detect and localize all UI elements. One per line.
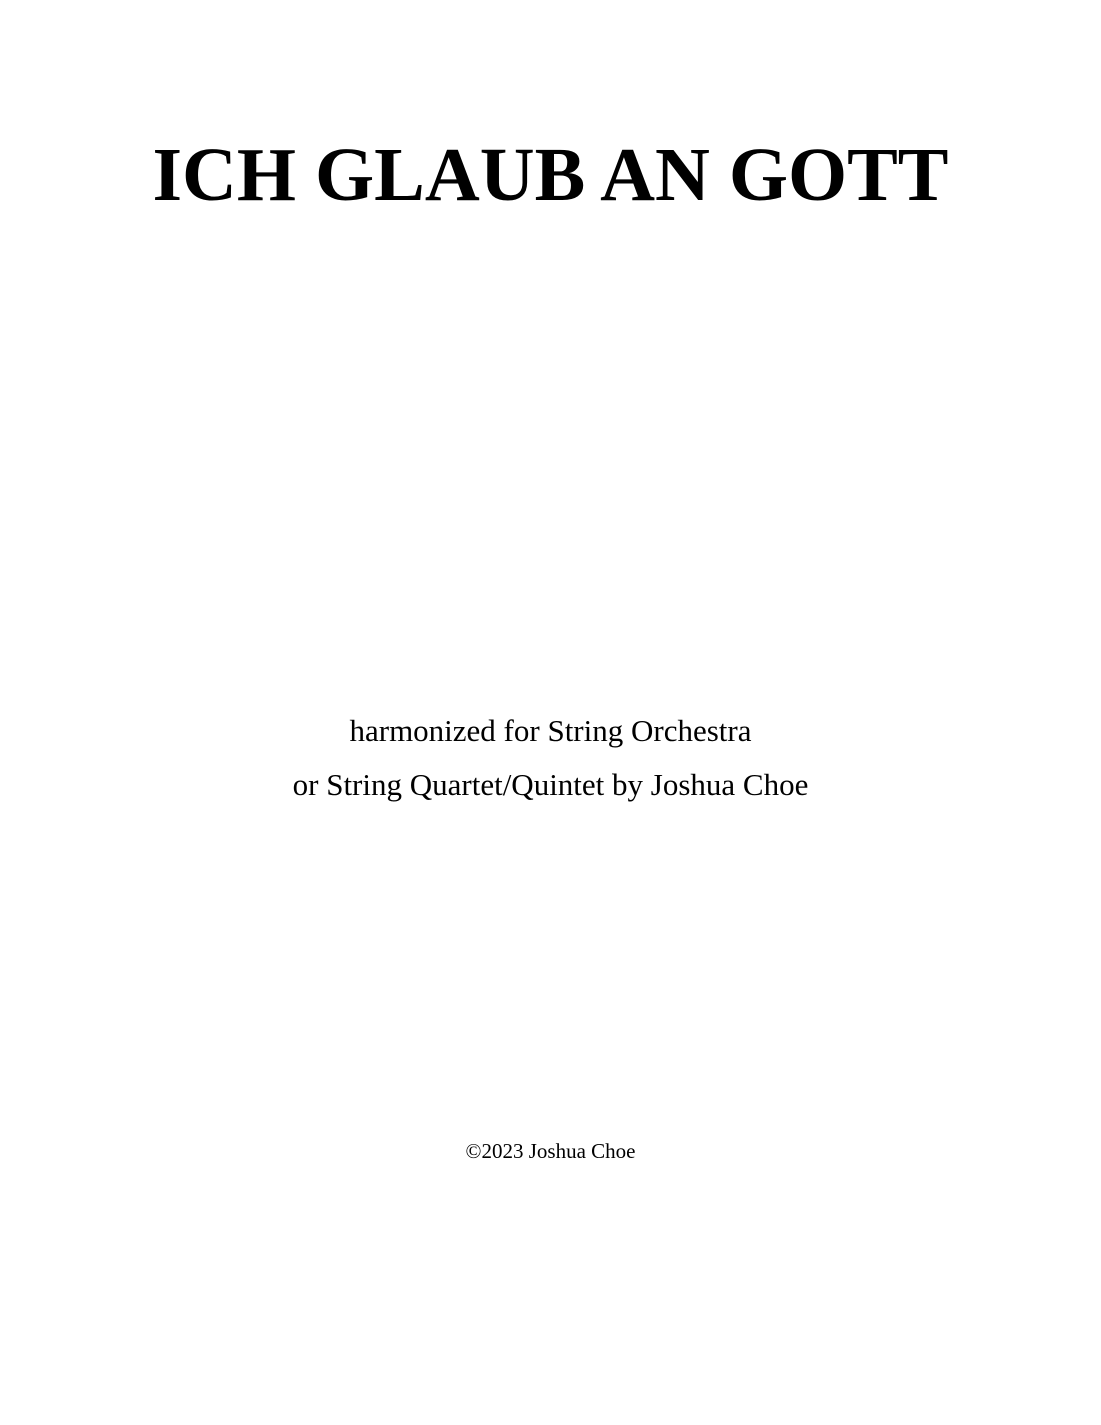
subtitle-line-arrangement: harmonized for String Orchestra — [349, 713, 752, 748]
subtitle-block — [0, 704, 1101, 812]
subtitle-line-ensemble-credit: or String Quartet/Quintet by Joshua Choe — [292, 767, 809, 802]
copyright-notice: ©2023 Joshua Choe — [465, 1139, 636, 1163]
page-title: ICH GLAUB AN GOTT — [152, 133, 949, 217]
